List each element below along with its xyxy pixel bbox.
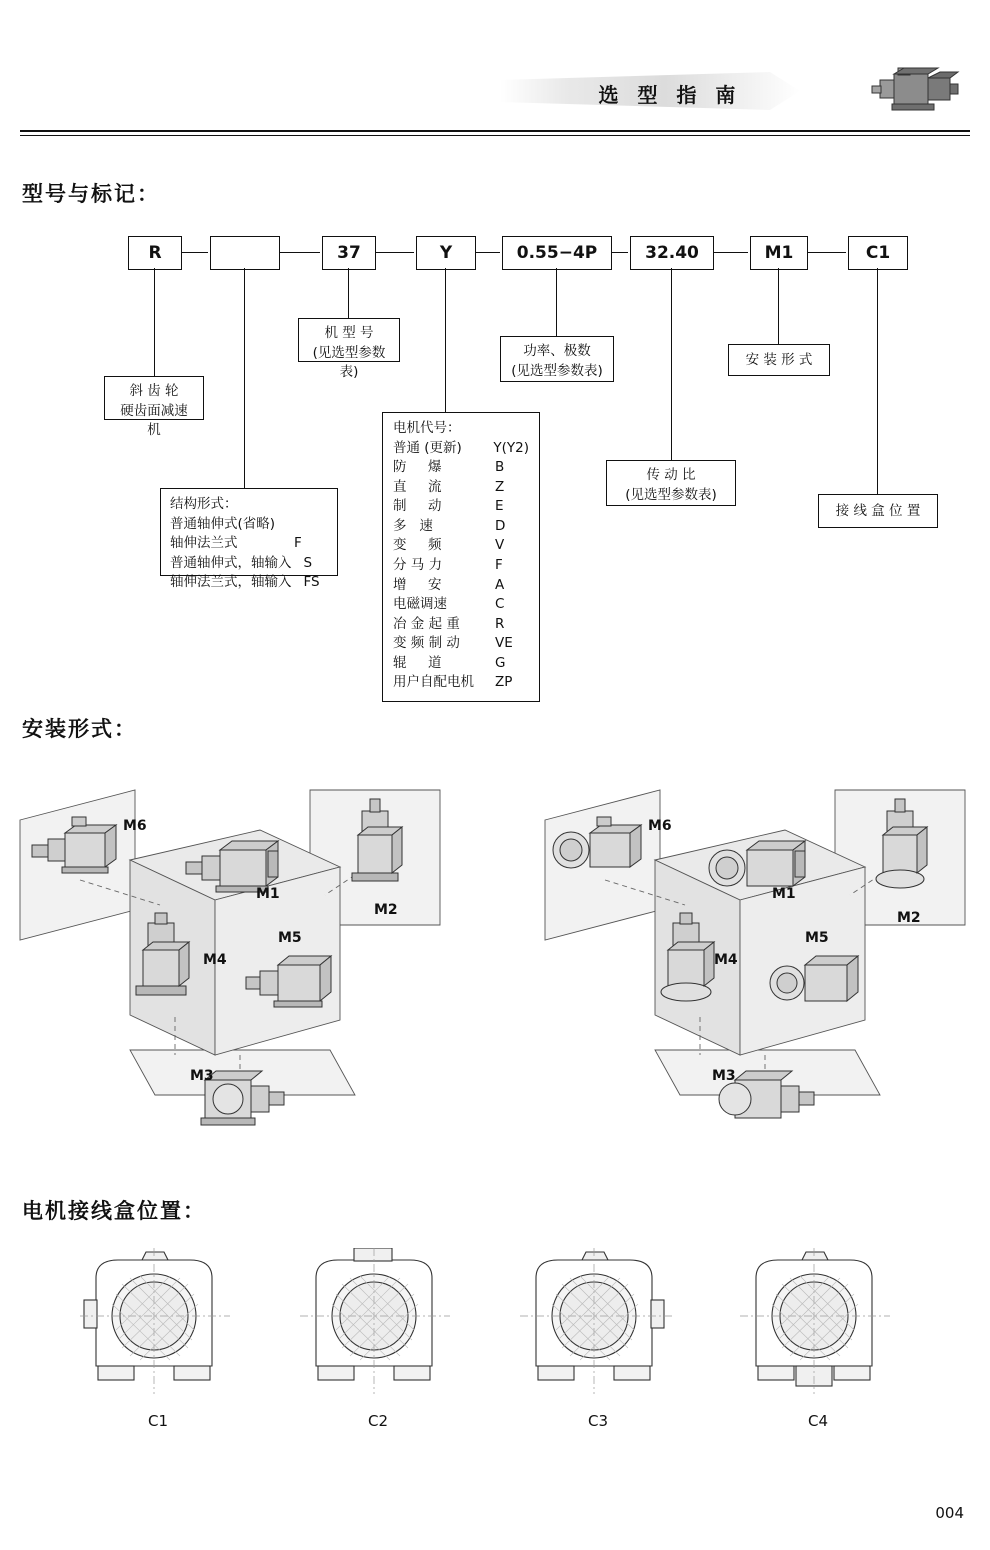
leader-series <box>154 268 155 376</box>
motor-code-row <box>393 458 529 478</box>
terminal-label-c1: C1 <box>147 1412 169 1430</box>
leader-structure <box>244 268 245 488</box>
motor-code-value: C <box>495 596 505 613</box>
mount-label-right-m3: M3 <box>712 1068 736 1084</box>
motor-code-value: B <box>495 459 505 476</box>
header-divider-thin <box>20 135 970 136</box>
annotation-terminal-line1: 接 线 盒 位 置 <box>835 503 921 519</box>
leader-motor <box>445 268 446 412</box>
motor-code-row <box>393 673 529 693</box>
code-box-frame[interactable]: 37 <box>322 236 376 270</box>
motor-code-value: VE <box>495 635 513 652</box>
annotation-structure-row <box>170 554 328 574</box>
motor-code-value: A <box>495 576 505 593</box>
annotation-motor-title: 电机代号： <box>393 420 461 436</box>
annotation-terminal <box>818 494 938 528</box>
header-divider <box>20 130 970 132</box>
page-title-model: 型号与标记： <box>22 182 160 206</box>
terminal-figure-c3 <box>518 1248 678 1398</box>
motor-code-label: 用户自配电机 <box>393 674 474 691</box>
annotation-power <box>500 336 614 382</box>
annotation-series-line1: 斜 齿 轮 <box>129 383 179 399</box>
annotation-structure-row <box>170 515 328 535</box>
leader-power <box>556 268 557 336</box>
connector-2 <box>280 252 320 253</box>
terminal-label-c4: C4 <box>807 1412 829 1430</box>
code-box-series[interactable]: R <box>128 236 182 270</box>
motor-code-label: 多 速 <box>393 517 433 534</box>
annotation-ratio-line2: (见选型参数表) <box>625 486 717 503</box>
code-box-mounting[interactable]: M1 <box>750 236 808 270</box>
mount-label-right-m6: M6 <box>648 818 672 834</box>
connector-4 <box>476 252 500 253</box>
annotation-frame-line1: 机 型 号 <box>324 325 374 341</box>
motor-code-label: 电磁调速 <box>393 596 447 613</box>
motor-code-value: D <box>495 517 506 534</box>
mounting-figure-right <box>535 755 985 1160</box>
code-box-ratio[interactable]: 32.40 <box>630 236 714 270</box>
mount-label-left-m3: M3 <box>190 1068 214 1084</box>
terminal-label-c3: C3 <box>587 1412 609 1430</box>
mount-label-right-m5: M5 <box>805 930 829 946</box>
annotation-structure-row <box>170 534 328 554</box>
structure-row-label: 轴伸法兰式 <box>170 535 238 552</box>
motor-code-label: 辊 道 <box>393 654 442 671</box>
leader-mounting <box>778 268 779 344</box>
code-box-structure[interactable] <box>210 236 280 270</box>
motor-code-row <box>393 615 529 635</box>
connector-7 <box>808 252 846 253</box>
connector-5 <box>612 252 628 253</box>
structure-row-label: 普通轴伸式(省略) <box>170 515 276 532</box>
motor-code-label: 防 爆 <box>393 459 442 476</box>
mount-label-right-m4: M4 <box>714 952 738 968</box>
annotation-structure-title: 结构形式： <box>170 496 238 512</box>
annotation-power-line1: 功率、极数 <box>523 343 591 359</box>
motor-code-row <box>393 556 529 576</box>
motor-code-value: R <box>495 615 505 632</box>
annotation-mounting-line1: 安 装 形 式 <box>745 352 813 368</box>
structure-row-code <box>294 515 328 535</box>
mount-label-left-m2: M2 <box>374 902 398 918</box>
motor-code-row <box>393 634 529 654</box>
leader-terminal <box>877 268 878 494</box>
annotation-structure-row <box>170 573 328 593</box>
annotation-mounting <box>728 344 830 376</box>
code-box-motor[interactable]: Y <box>416 236 476 270</box>
motor-code-row <box>393 595 529 615</box>
structure-row-code: F <box>294 535 302 552</box>
connector-6 <box>714 252 748 253</box>
motor-code-value: Y(Y2) <box>493 439 529 456</box>
structure-row-code: FS <box>303 574 320 591</box>
annotation-ratio <box>606 460 736 506</box>
annotation-ratio-line1: 传 动 比 <box>646 467 696 483</box>
terminal-figure-c1 <box>78 1248 238 1398</box>
connector-3 <box>376 252 414 253</box>
annotation-series <box>104 376 204 439</box>
motor-code-value: F <box>495 556 503 573</box>
motor-code-row <box>393 517 529 537</box>
annotation-frame <box>298 318 400 381</box>
motor-code-label: 普通 (更新) <box>393 439 462 456</box>
code-box-terminal[interactable]: C1 <box>848 236 908 270</box>
motor-code-row <box>393 478 529 498</box>
motor-code-label: 增 安 <box>393 576 442 593</box>
mount-label-left-m1: M1 <box>256 886 280 902</box>
terminal-label-c2: C2 <box>367 1412 389 1430</box>
motor-code-label: 制 动 <box>393 498 442 515</box>
annotation-series-line2: 硬齿面减速机 <box>120 402 188 439</box>
annotation-power-line2: (见选型参数表) <box>511 362 603 379</box>
motor-code-label: 分 马 力 <box>393 556 443 573</box>
connector-1 <box>182 252 208 253</box>
page-title-terminal: 电机接线盒位置： <box>22 1199 206 1223</box>
mount-label-left-m5: M5 <box>278 930 302 946</box>
annotation-frame-line2: (见选型参数表) <box>312 344 386 381</box>
mounting-figure-left <box>10 755 460 1160</box>
motor-code-label: 冶 金 起 重 <box>393 615 460 632</box>
gear-motor-icon <box>868 62 963 124</box>
annotation-motor <box>382 412 540 702</box>
terminal-figure-c2 <box>298 1248 458 1398</box>
leader-ratio <box>671 268 672 460</box>
annotation-structure <box>160 488 338 591</box>
motor-code-value: G <box>495 654 506 671</box>
code-box-power[interactable]: 0.55−4P <box>502 236 612 270</box>
page-title-mounting: 安装形式： <box>22 717 137 741</box>
motor-code-label: 变 频 制 动 <box>393 635 460 652</box>
leader-frame <box>348 268 349 318</box>
motor-code-row <box>393 536 529 556</box>
structure-row-code: S <box>303 554 313 571</box>
header-banner <box>500 72 820 112</box>
structure-row-label: 普通轴伸式，轴输入 <box>170 554 292 571</box>
motor-code-value: E <box>495 498 504 515</box>
motor-code-row <box>393 439 529 459</box>
motor-code-value: ZP <box>495 674 513 691</box>
terminal-figure-c4 <box>738 1248 898 1398</box>
motor-code-value: V <box>495 537 505 554</box>
mount-label-left-m6: M6 <box>123 818 147 834</box>
motor-code-row <box>393 576 529 596</box>
motor-code-row <box>393 654 529 674</box>
motor-code-row <box>393 497 529 517</box>
structure-row-label: 轴伸法兰式，轴输入 <box>170 574 292 591</box>
motor-code-value: Z <box>495 478 505 495</box>
motor-code-label: 变 频 <box>393 537 442 554</box>
mount-label-right-m1: M1 <box>772 886 796 902</box>
page-number: 004 <box>935 1504 964 1522</box>
banner-title: 选 型 指 南 <box>598 83 742 107</box>
motor-code-label: 直 流 <box>393 478 442 495</box>
mount-label-left-m4: M4 <box>203 952 227 968</box>
mount-label-right-m2: M2 <box>897 910 921 926</box>
